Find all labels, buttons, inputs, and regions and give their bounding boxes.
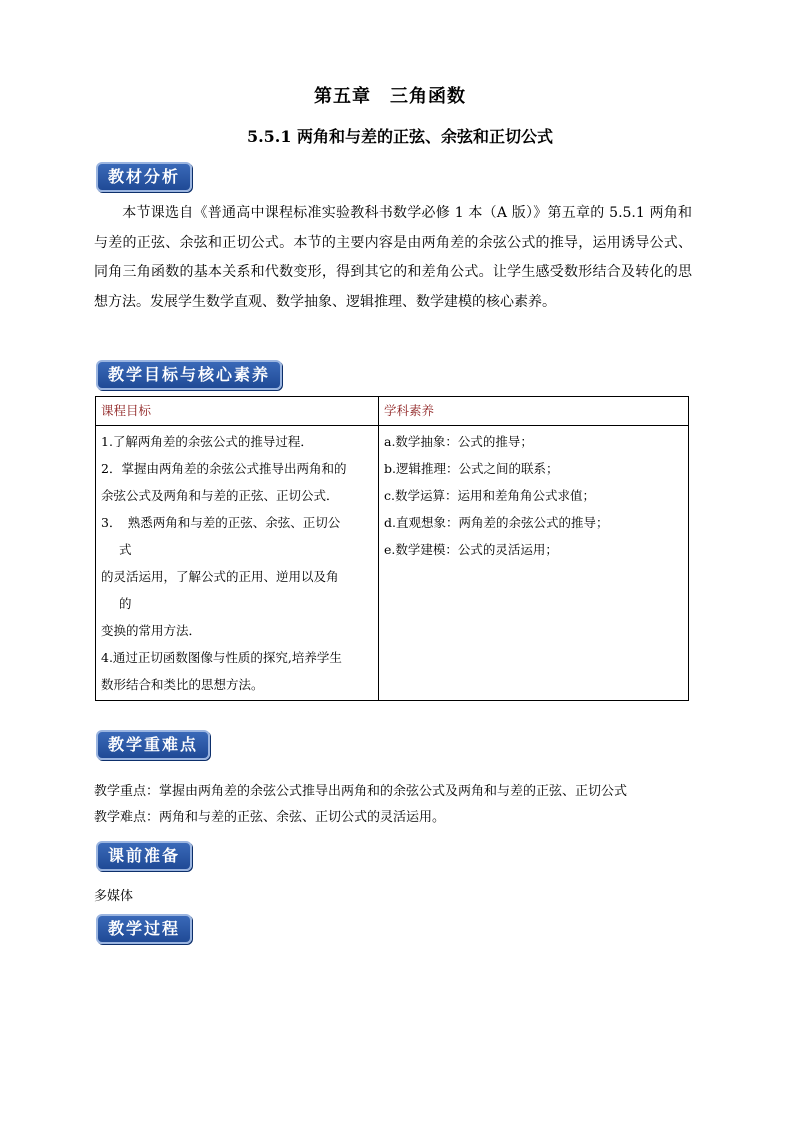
preparation-text: 多媒体 (94, 889, 134, 904)
goal-line: 1.了解两角差的余弦公式的推导过程． (101, 434, 313, 449)
chapter-title: 第五章 三角函数 (314, 86, 466, 107)
core-literacy-cell (379, 426, 689, 701)
goal-line: 2．掌握由两角差的余弦公式推导出两角和的 (101, 461, 347, 476)
lesson-title: 5.5.1 两角和与差的正弦、余弦和正切公式 (246, 127, 554, 146)
literacy-line: b.逻辑推理：公式之间的联系； (384, 461, 559, 476)
section-badge-process: 教学过程 (96, 914, 192, 944)
section-badge-objectives: 教学目标与核心素养 (96, 360, 282, 390)
section-badge-analysis: 教材分析 (96, 162, 192, 192)
key-point-text: 教学重点：掌握由两角差的余弦公式推导出两角和的余弦公式及两角和与差的正弦、正切公式 (94, 784, 628, 799)
section-badge-key-points: 教学重难点 (96, 730, 210, 760)
literacy-line: a.数学抽象：公式的推导； (384, 434, 533, 449)
analysis-paragraph (94, 199, 692, 317)
analysis-text: 本节课选自《普通高中课程标准实验教科书数学必修 1 本（A 版）》第五章的 5.5.1 两角和与差的正弦、余弦和正切公式。本节的主要内容是由两角差的余弦公式的推导，运用诱导公式、同角三角函数的基本关系和代数变形，得到其它的和差角公式。让学生感受数形结合及转化的思想方法。发展学生数学直观、数学抽象、逻辑推理、数学建模的核心素养。 (94, 205, 692, 310)
goal-line: 变换的常用方法． (101, 623, 202, 638)
literacy-line: e.数学建模：公式的灵活运用； (384, 542, 558, 557)
literacy-line: c.数学运算：运用和差角角公式求值； (384, 488, 595, 503)
goal-line: 余弦公式及两角和与差的正弦、正切公式． (101, 488, 339, 503)
goal-line: 的灵活运用，了解公式的正用、逆用以及角 (101, 569, 339, 584)
objectives-table (95, 396, 689, 701)
goal-line: 数形结合和类比的思想方法。 (101, 677, 264, 692)
course-goals-cell (96, 426, 379, 701)
literacy-line: d.直观想象：两角差的余弦公式的推导； (384, 515, 609, 530)
goal-line: 的 (119, 596, 132, 611)
goal-line: 式 (119, 542, 132, 557)
goal-line: 4.通过正切函数图像与性质的探究,培养学生 (101, 650, 342, 665)
goal-line: 3． 熟悉两角和与差的正弦、余弦、正切公 (101, 515, 341, 530)
section-badge-preparation: 课前准备 (96, 841, 192, 871)
difficulty-text: 教学难点：两角和与差的正弦、余弦、正切公式的灵活运用。 (94, 810, 446, 825)
col-header-course-goals: 课程目标 (96, 397, 379, 426)
col-header-core-literacy: 学科素养 (379, 397, 689, 426)
